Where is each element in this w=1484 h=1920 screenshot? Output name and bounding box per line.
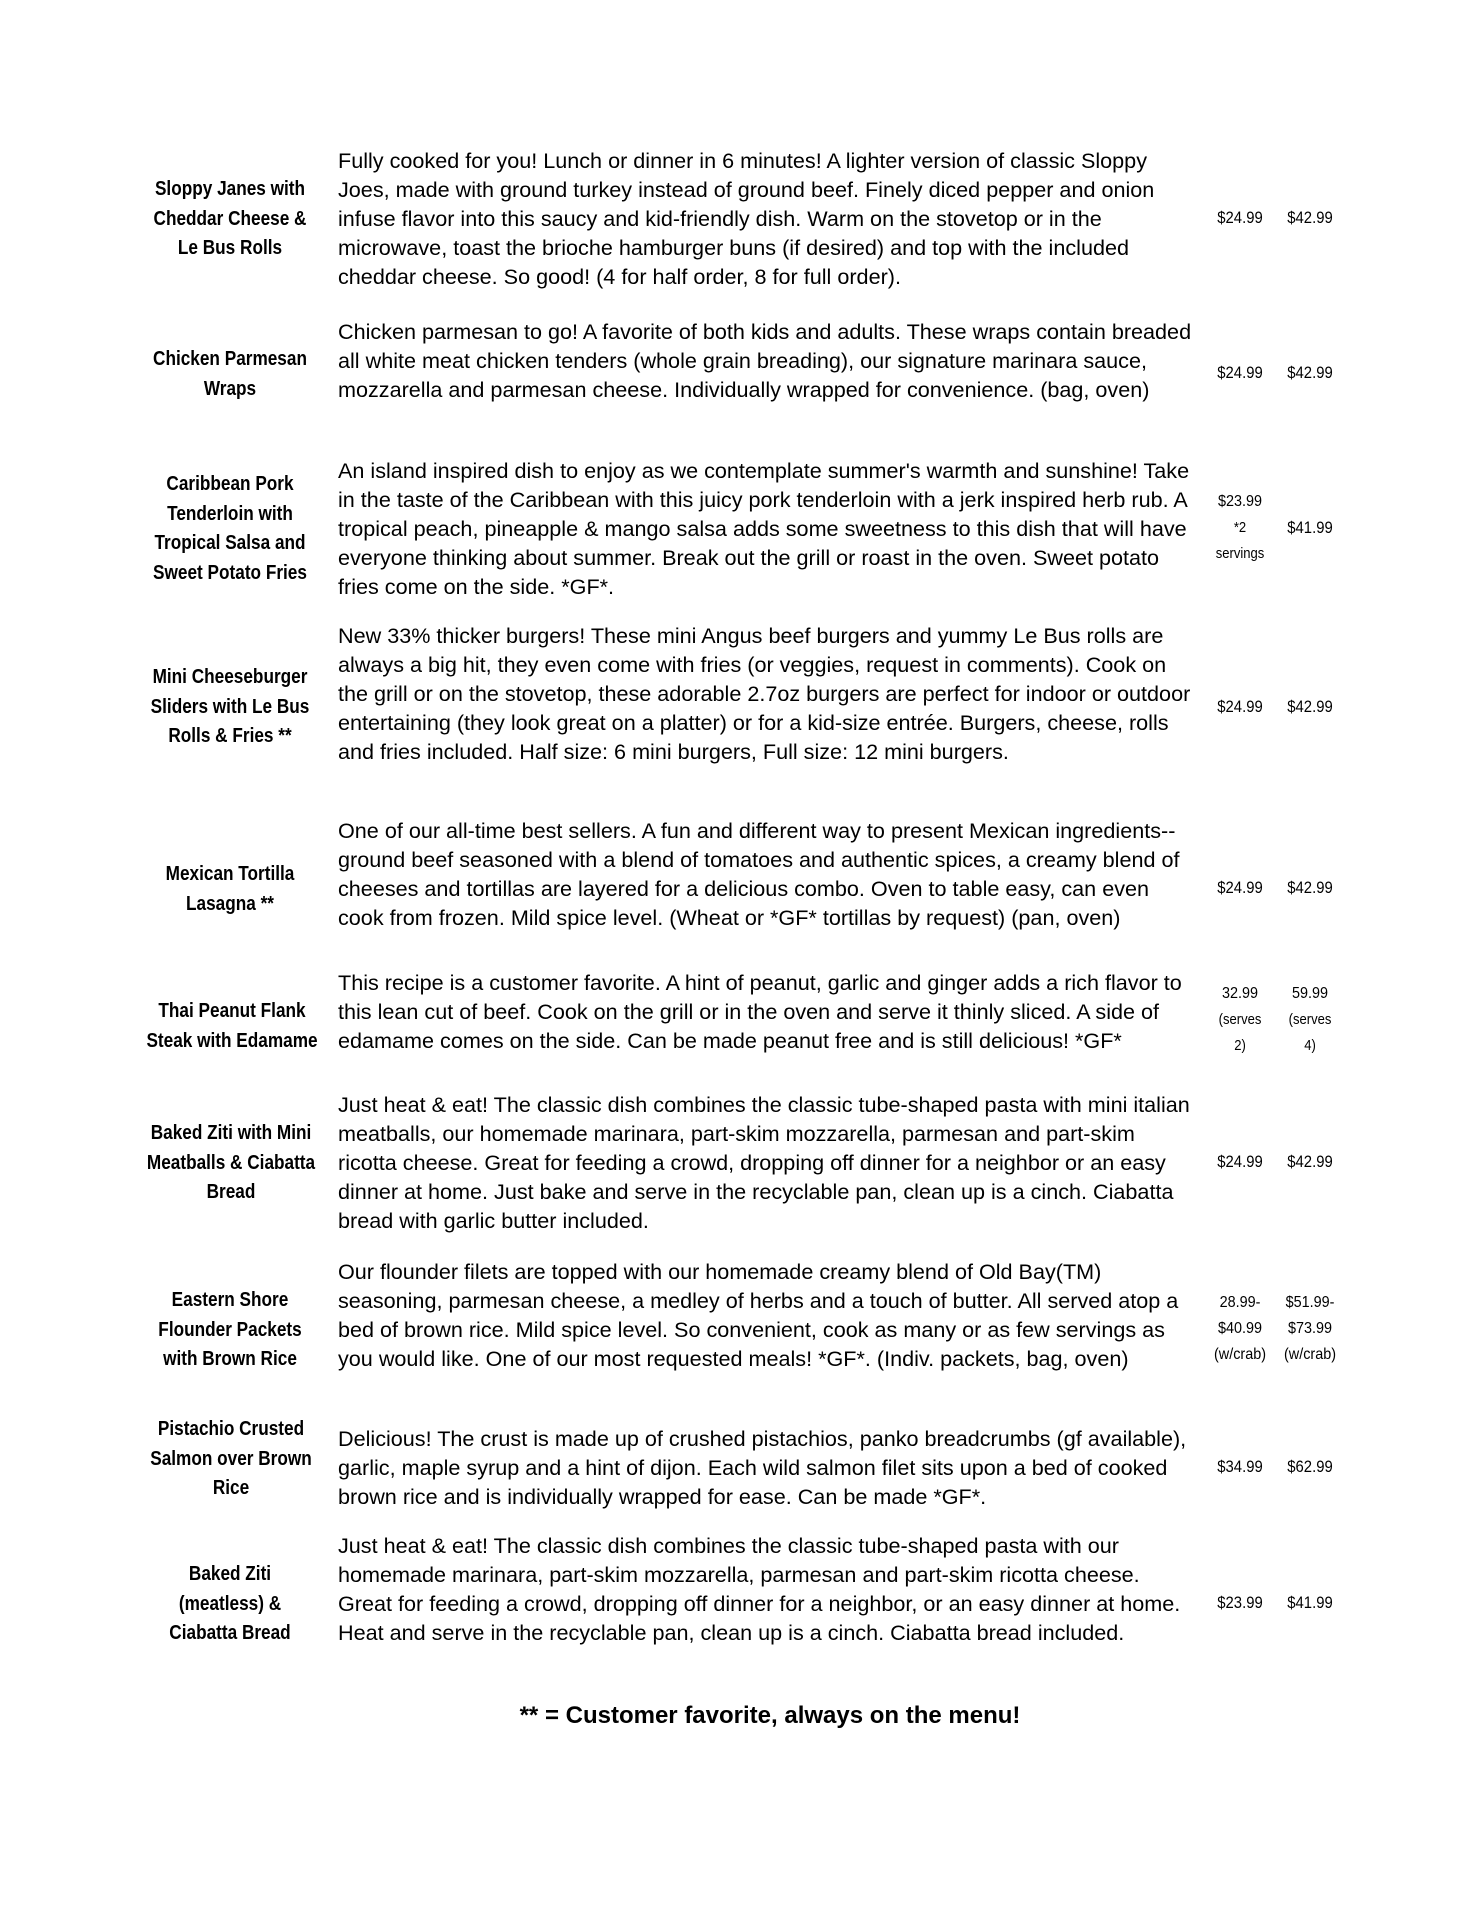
- price-full: $42.99: [1287, 879, 1333, 897]
- item-name: Baked Ziti (meatless) & Ciabatta Bread: [169, 1563, 291, 1644]
- menu-row: [0, 318, 1484, 438]
- price-half-note: $40.99: [1217, 1320, 1263, 1337]
- item-description: Just heat & eat! The classic dish combines the classic tube-shaped pasta with mini italian meatballs, our homemade marinara, part-skim mozzarella, parmesan and part-skim ricotta cheese. Great for feeding a crowd, dropping off dinner for a neighbor or an easy dinner at home. Just bake and serve in the recyclable pan, clean up is a cinch. Ciabatta bread with garlic butter included.: [338, 1092, 1190, 1233]
- price-full: $42.99: [1287, 209, 1333, 227]
- item-description: New 33% thicker burgers! These mini Angus beef burgers and yummy Le Bus rolls are always a big hit, they even come with fries (or veggies, request in comments). Cook on the grill or on the stovetop, these adorable 2.7oz burgers are perfect for indoor or outdoor entertaining (they look great on a platter) or for a kid-size entrée. Burgers, cheese, rolls and fries included. Half size: 6 mini burgers, Full size: 12 mini burgers.: [338, 623, 1191, 764]
- menu-row: [0, 817, 1484, 967]
- menu-row: [0, 622, 1484, 802]
- item-description: Just heat & eat! The classic dish combines the classic tube-shaped pasta with our homemade marinara, part-skim mozzarella, parmesan and part-skim ricotta cheese. Great for feeding a crowd, dropping off dinner for a neighbor, or an easy dinner at home. Heat and serve in the recyclable pan, clean up is a cinch. Ciabatta bread included.: [338, 1533, 1181, 1645]
- price-full-note: (w/crab): [1283, 1346, 1337, 1363]
- price-half-note: servings: [1215, 546, 1265, 562]
- price-half: $24.99: [1217, 698, 1263, 716]
- item-description: This recipe is a customer favorite. A hint of peanut, garlic and ginger adds a rich flavor to this lean cut of beef. Cook on the grill or in the oven and serve it thinly sliced. A side of edamame comes on the side. Can be made peanut free and is still delicious! *GF*: [338, 970, 1182, 1053]
- item-description: An island inspired dish to enjoy as we contemplate summer's warmth and sunshine! Take in the taste of the Caribbean with this juicy pork tenderloin with a jerk inspired herb rub. A tropical peach, pineapple & mango salsa adds some sweetness to this dish that will have everyone thinking about summer. Break out the grill or roast in the oven. Sweet potato fries come on the side. *GF*.: [338, 458, 1190, 599]
- menu-row: [0, 1532, 1484, 1682]
- item-description: Chicken parmesan to go! A favorite of both kids and adults. These wraps contain breaded all white meat chicken tenders (whole grain breading), our signature marinara sauce, mozzarella and parmesan cheese. Individually wrapped for convenience. (bag, oven): [338, 319, 1192, 402]
- price-half: $24.99: [1217, 209, 1263, 227]
- item-description: Delicious! The crust is made up of crushed pistachios, panko breadcrumbs (gf available), garlic, maple syrup and a hint of dijon. Each wild salmon filet sits upon a bed of cooked brown rice and is individually wrapped for ease. Can be made *GF*.: [338, 1426, 1187, 1509]
- price-full: [1277, 1290, 1344, 1368]
- price-half-value: 28.99-: [1219, 1294, 1261, 1311]
- customer-favorite-footnote: ** = Customer favorite, always on the menu!: [519, 1702, 1021, 1729]
- price-full-note: (serves: [1288, 1012, 1332, 1028]
- menu-row: [0, 457, 1484, 607]
- menu-row: [0, 1091, 1484, 1241]
- price-half-note: 2): [1234, 1038, 1246, 1054]
- menu-row: [0, 1258, 1484, 1408]
- price-full: [1277, 981, 1344, 1059]
- item-description: One of our all-time best sellers. A fun and different way to present Mexican ingredients-- ground beef seasoned with a blend of tomatoes and authentic spices, a creamy blend of cheeses and tortillas are layered for a delicious combo. Oven to table easy, can even cook from frozen. Mild spice level. (Wheat or *GF* tortillas by request) (pan, oven): [338, 818, 1180, 930]
- item-name: Baked Ziti with Mini Meatballs & Ciabatta Bread: [146, 1122, 316, 1203]
- menu-row: [0, 147, 1484, 297]
- item-name: Chicken Parmesan Wraps: [153, 348, 307, 400]
- price-full: $42.99: [1287, 364, 1333, 382]
- price-half: $23.99: [1217, 1594, 1263, 1612]
- menu-row: [0, 969, 1484, 1089]
- price-full: $42.99: [1287, 698, 1333, 716]
- item-description: Fully cooked for you! Lunch or dinner in 6 minutes! A lighter version of classic Sloppy Joes, made with ground turkey instead of ground beef. Finely diced pepper and onion infuse flavor into this saucy and kid-friendly dish. Warm on the stovetop or in the microwave, toast the brioche hamburger buns (if desired) and top with the included cheddar cheese. So good! (4 for half order, 8 for full order).: [338, 148, 1155, 289]
- price-full-value: 59.99: [1291, 985, 1329, 1002]
- price-half: $24.99: [1217, 879, 1263, 897]
- price-half: $24.99: [1217, 1153, 1263, 1171]
- price-full-note: 4): [1304, 1038, 1316, 1054]
- price-full-value: $51.99-: [1285, 1294, 1335, 1311]
- price-half-value: 32.99: [1221, 985, 1259, 1002]
- price-full-note: $73.99: [1287, 1320, 1333, 1337]
- price-half-value: $23.99: [1217, 493, 1263, 510]
- price-full: $41.99: [1287, 519, 1333, 537]
- price-half: [1207, 489, 1274, 567]
- item-description: Our flounder filets are topped with our homemade creamy blend of Old Bay(TM) seasoning, parmesan cheese, a medley of herbs and a touch of butter. All served atop a bed of brown rice. Mild spice level. So convenient, cook as many or as few servings as you would like. One of our most requested meals! *GF*. (Indiv. packets, bag, oven): [338, 1259, 1179, 1371]
- price-half-note: (w/crab): [1213, 1346, 1267, 1363]
- price-full: $41.99: [1287, 1594, 1333, 1612]
- price-half-note: (serves: [1218, 1012, 1262, 1028]
- price-half-note: *2: [1233, 520, 1247, 536]
- item-name: Mini Cheeseburger Sliders with Le Bus Rolls & Fries **: [150, 666, 310, 747]
- item-name: Thai Peanut Flank Steak with Edamame: [146, 1000, 318, 1052]
- item-name: Eastern Shore Flounder Packets with Brown Rice: [158, 1289, 302, 1370]
- item-name: Sloppy Janes with Cheddar Cheese & Le Bus Rolls: [153, 178, 307, 259]
- item-name: Caribbean Pork Tenderloin with Tropical Salsa and Sweet Potato Fries: [153, 473, 307, 584]
- price-full: $42.99: [1287, 1153, 1333, 1171]
- item-name: Pistachio Crusted Salmon over Brown Rice: [150, 1418, 312, 1499]
- menu-row: [0, 1418, 1484, 1515]
- price-half: $34.99: [1217, 1458, 1263, 1476]
- price-half: [1207, 1290, 1274, 1368]
- price-full: $62.99: [1287, 1458, 1333, 1476]
- item-name: Mexican Tortilla Lasagna **: [165, 863, 295, 915]
- price-half: $24.99: [1217, 364, 1263, 382]
- price-half: [1207, 981, 1274, 1059]
